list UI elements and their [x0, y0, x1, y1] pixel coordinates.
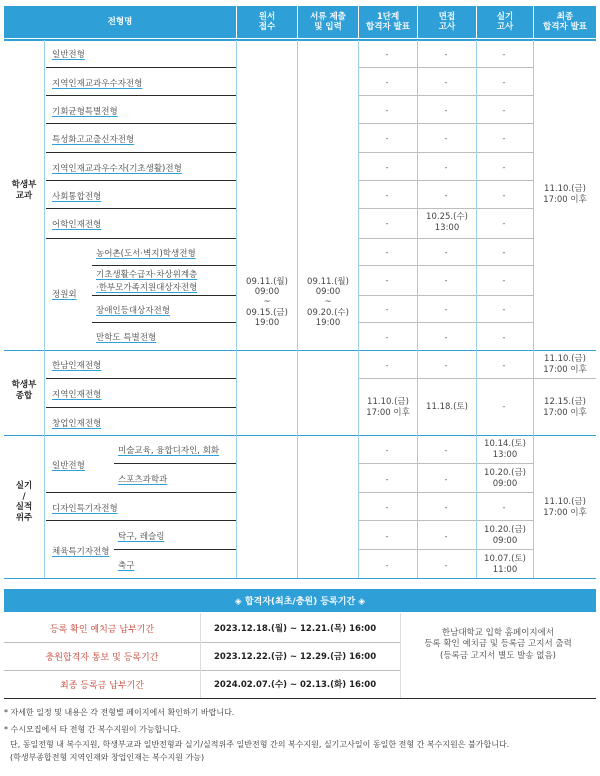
cell-dash: - [502, 50, 506, 59]
row-line [46, 123, 236, 124]
row-line [359, 180, 533, 181]
cell-dash: - [444, 163, 448, 172]
header-final: 최종 합격자 발표 [534, 6, 596, 38]
row-line [359, 549, 533, 550]
row-design-special: 디자인특기자전형 [52, 504, 118, 514]
row-line [359, 520, 533, 521]
row-line [359, 265, 533, 266]
row-rural: 농어촌(도서·벽지)학생전형 [96, 249, 196, 259]
row-line [4, 642, 400, 643]
row-basic-living-2: ·한부모가족지원대상자전형 [96, 283, 198, 293]
cell-docs-period: 09.11.(월) 09:00 ~ 09.20.(수) 19:00 [307, 277, 349, 328]
header-divider [4, 39, 596, 41]
row-line [46, 407, 236, 408]
row-line [92, 322, 236, 323]
cell-dash: - [502, 503, 506, 512]
cell-dash: - [444, 134, 448, 143]
cell-dash: - [444, 248, 448, 257]
row-general: 일반전형 [52, 50, 85, 60]
cell-dash: - [385, 305, 389, 314]
row-art-design: 미술교육, 융합디자인, 회화 [118, 446, 220, 456]
cell-dash: - [502, 402, 506, 411]
row-social-integration: 사회통합전형 [52, 192, 102, 202]
cell-dash: - [385, 163, 389, 172]
cell-dash: - [444, 475, 448, 484]
cell-dash: - [385, 191, 389, 200]
cell-dash: - [385, 503, 389, 512]
row-line [46, 520, 236, 521]
cell-dash: - [444, 50, 448, 59]
row-line [359, 152, 533, 153]
row-line [359, 95, 533, 96]
cell-dash: - [385, 276, 389, 285]
row-line [46, 67, 236, 68]
cell-dash: - [444, 191, 448, 200]
cell-dash: - [502, 361, 506, 370]
reg-deposit-period: 2023.12.18.(월) ~ 12.21.(목) 16:00 [214, 624, 377, 634]
cell-dash: - [385, 134, 389, 143]
row-line [4, 670, 400, 671]
cell-dash: - [385, 78, 389, 87]
row-regional-basic-living: 지역인재교과우수자(기초생활)전형 [52, 164, 182, 174]
cell-dash: - [385, 532, 389, 541]
cell-dash: - [502, 106, 506, 115]
cell-dash: - [444, 532, 448, 541]
cell-dash: - [502, 305, 506, 314]
note-4: (학생부종합전형 지역인재와 창업인재는 복수지원 가능) [10, 753, 205, 762]
cell-first-comprehensive: 11.10.(금) 17:00 이후 [366, 397, 410, 418]
row-line [46, 180, 236, 181]
row-line [114, 463, 236, 464]
cell-dash: - [502, 163, 506, 172]
row-tabletennis-wrestling: 탁구, 레슬링 [118, 532, 165, 542]
cell-dash: - [444, 446, 448, 455]
row-line [359, 123, 533, 124]
row-opportunity-balance: 기회균형특별전형 [52, 107, 118, 117]
cell-practical-sports-science: 10.20.(금) 09:00 [484, 468, 526, 489]
row-line [359, 492, 533, 493]
row-line [46, 208, 236, 209]
row-line [92, 265, 236, 266]
cell-dash: - [385, 248, 389, 257]
cell-interview-comprehensive: 11.18.(토) [426, 402, 468, 412]
section-divider [4, 350, 596, 351]
cell-final-regional-startup: 12.15.(금) 17:00 이후 [543, 397, 587, 418]
row-line [114, 549, 236, 550]
col-line [200, 613, 201, 698]
col-line [476, 40, 477, 578]
reg-final-period: 2024.02.07.(수) ~ 02.13.(화) 16:00 [214, 680, 377, 690]
row-line [46, 378, 236, 379]
reg-final-label: 최종 등록금 납부기간 [60, 681, 144, 691]
header-practical: 실기 고사 [477, 6, 533, 38]
reg-deposit-label: 등록 확인 예치금 납부기간 [49, 625, 155, 635]
cell-final-practical: 11.10.(금) 17:00 이후 [543, 497, 587, 518]
cell-practical-soccer: 10.07.(토) 11:00 [484, 554, 526, 575]
col-line [44, 40, 45, 578]
cell-dash: - [385, 561, 389, 570]
cell-final-student: 11.10.(금) 17:00 이후 [543, 184, 587, 205]
row-line [359, 322, 533, 323]
row-line [359, 238, 533, 239]
cell-final-hannam: 11.10.(금) 17:00 이후 [543, 354, 587, 375]
row-line [4, 698, 596, 699]
note-2: * 수시모집에서 타 전형 간 복수지원이 가능합니다. [4, 725, 181, 734]
row-line [46, 152, 236, 153]
row-line [46, 95, 236, 96]
cell-dash: - [385, 50, 389, 59]
cell-dash: - [444, 361, 448, 370]
cell-dash: - [385, 333, 389, 342]
group-practical: 실기 / 실적 위주 [15, 481, 33, 523]
cell-dash: - [502, 219, 506, 228]
header-docs: 서류 제출 및 입력 [298, 6, 358, 38]
cell-dash: - [385, 446, 389, 455]
cell-dash: - [444, 276, 448, 285]
row-line [46, 238, 236, 239]
row-line [359, 295, 533, 296]
row-regional-talent: 지역인재전형 [52, 390, 102, 400]
col-line [358, 40, 359, 578]
cell-dash: - [502, 248, 506, 257]
group-jeongwonoe: 정원외 [52, 290, 77, 300]
reg-side-note: 한남대학교 입학 홈페이지에서 등록 확인 예치금 및 등록금 고지서 출력 (등록금 고지서 별도 발송 없음) [424, 628, 572, 661]
row-basic-living-1: 기초생활수급자·차상위계층 [96, 270, 198, 280]
note-3: 단, 동일전형 내 복수지원, 학생부교과 일반전형과 실기/실적위주 일반전형 간의 복수지원, 실기고사일이 동일한 전형 간 복수지원은 불가합니다. [10, 740, 510, 749]
cell-apply-period: 09.11.(월) 09:00 ~ 09.15.(금) 19:00 [246, 277, 288, 328]
reg-additional-label: 충원합격자 통보 및 등록기간 [45, 653, 159, 663]
cell-dash: - [444, 106, 448, 115]
cell-dash: - [502, 78, 506, 87]
row-line [359, 67, 533, 68]
row-practical-general: 일반전형 [52, 461, 85, 471]
row-sports-science: 스포츠과학과 [118, 475, 168, 485]
row-line [46, 492, 236, 493]
cell-dash: - [385, 106, 389, 115]
group-student-record: 학생부 교과 [11, 180, 37, 202]
row-vocational-hs: 특성화고교출신자전형 [52, 135, 135, 145]
cell-dash: - [444, 305, 448, 314]
row-line [92, 295, 236, 296]
cell-dash: - [444, 333, 448, 342]
row-hannam-talent: 한남인재전형 [52, 361, 102, 371]
cell-dash: - [502, 134, 506, 143]
row-line [359, 208, 533, 209]
row-soccer: 축구 [118, 561, 135, 571]
cell-dash: - [444, 561, 448, 570]
row-regional-excellence: 지역인재교과우수자전형 [52, 79, 143, 89]
cell-dash: - [385, 475, 389, 484]
cell-dash: - [385, 361, 389, 370]
row-disabled: 장애인등대상자전형 [96, 306, 170, 316]
row-late-learner: 만학도 특별전형 [96, 333, 157, 343]
row-line [359, 378, 596, 379]
cell-practical-tabletennis: 10.20.(금) 09:00 [484, 525, 526, 546]
cell-dash: - [502, 333, 506, 342]
note-1: * 자세한 일정 및 내용은 각 전형별 페이지에서 확인하기 바랍니다. [4, 708, 235, 717]
cell-dash: - [444, 78, 448, 87]
cell-dash: - [385, 219, 389, 228]
reg-additional-period: 2023.12.22.(금) ~ 12.29.(금) 16:00 [214, 652, 377, 662]
cell-dash: - [502, 191, 506, 200]
header-interview: 면접 고사 [418, 6, 476, 38]
group-comprehensive: 학생부 종합 [11, 380, 37, 402]
row-startup-talent: 창업인재전형 [52, 419, 102, 429]
section-divider [4, 578, 596, 579]
header-type: 전형명 [4, 6, 236, 38]
row-line [359, 463, 533, 464]
header-apply: 원서 접수 [237, 6, 297, 38]
header-first-stage: 1단계 합격자 발표 [359, 6, 417, 38]
cell-language-interview: 10.25.(수) 13:00 [426, 212, 468, 233]
cell-dash: - [502, 276, 506, 285]
row-language-talent: 어학인재전형 [52, 220, 102, 230]
section-divider [4, 435, 596, 436]
cell-dash: - [444, 503, 448, 512]
registration-banner: ◈ 합격자(최초/충원) 등록기간 ◈ [4, 589, 596, 612]
row-sports-special: 체육특기자전형 [52, 547, 110, 557]
col-line [417, 40, 418, 578]
cell-practical-art: 10.14.(토) 13:00 [484, 439, 526, 460]
